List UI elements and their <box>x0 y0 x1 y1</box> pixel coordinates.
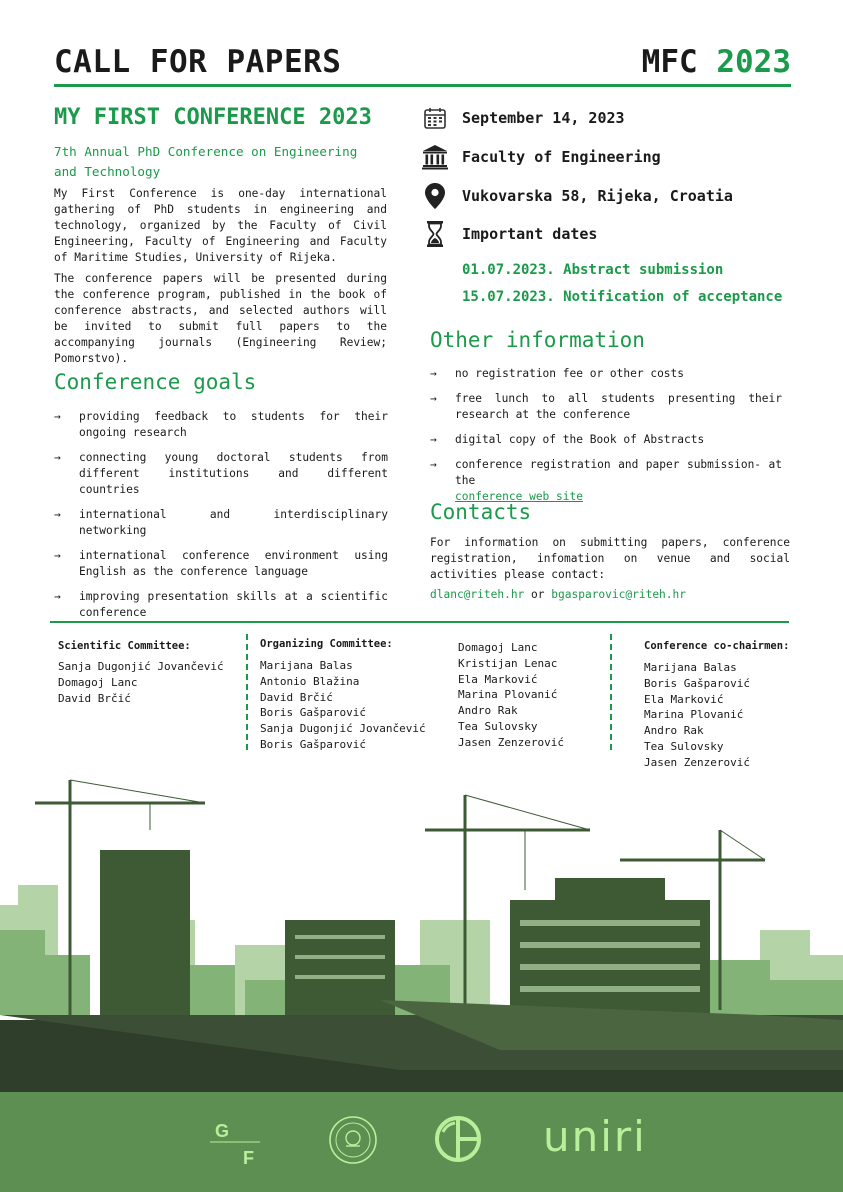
member-name: Marijana Balas <box>260 659 353 672</box>
member-name: Tea Sulovsky <box>644 739 724 753</box>
member-name: Marijana Balas <box>644 661 737 674</box>
arrow-right-icon: → <box>430 367 437 380</box>
contact-emails <box>430 588 686 601</box>
hourglass-icon <box>422 221 448 247</box>
list-item: → international conference environment using English as the conference language <box>54 549 388 578</box>
arrow-right-icon: → <box>430 433 437 446</box>
member-name: Antonio Blažina <box>260 674 360 688</box>
cochairmen-title: Conference co-chairmen: <box>644 640 790 652</box>
mfc-title <box>642 44 791 80</box>
member-name: Ela Marković <box>458 672 538 686</box>
member-name: David Brčić <box>260 690 333 704</box>
important-dates-label: Important dates <box>462 225 598 243</box>
member-name: Marina Plovanić <box>644 708 744 722</box>
organizing-committee-title: Organizing Committee: <box>260 638 393 650</box>
list-item: → conference registration and paper submission- at the conference web site <box>430 458 782 503</box>
list-item: → connecting young doctoral students from different institutions and different countries <box>54 451 388 496</box>
list-item: → no registration fee or other costs <box>430 367 685 380</box>
column-divider <box>246 634 248 750</box>
member-name: Sanja Dugonjić Jovančević <box>260 722 426 736</box>
address-row <box>422 181 733 211</box>
column-divider <box>610 634 612 750</box>
calendar-icon <box>422 105 448 131</box>
abstract-deadline: 01.07.2023. Abstract submission <box>462 262 724 278</box>
arrow-right-icon: → <box>54 590 61 603</box>
header-divider <box>54 84 791 87</box>
svg-text:G: G <box>215 1121 230 1141</box>
call-for-papers-title: CALL FOR PAPERS <box>54 44 342 80</box>
list-item: → improving presentation skills at a scientific conference <box>54 590 388 619</box>
location-pin-icon <box>422 183 448 209</box>
member-name: Domagoj Lanc <box>58 675 138 689</box>
cochairmen-list <box>644 660 750 771</box>
list-item: → digital copy of the Book of Abstracts <box>430 433 705 446</box>
arrow-right-icon: → <box>430 458 437 471</box>
footer-band <box>0 1092 843 1192</box>
scientific-committee-list <box>58 659 224 706</box>
member-name: Kristijan Lenac <box>458 656 558 670</box>
member-name: Jasen Zenzerović <box>644 755 750 769</box>
other-info-list <box>430 366 782 514</box>
list-item: → providing feedback to students for their ongoing research <box>54 410 388 439</box>
arrow-right-icon: → <box>54 410 61 423</box>
maritime-faculty-seal-logo <box>327 1114 379 1166</box>
intro-paragraph: My First Conference is one-day international gathering of PhD students in engineering and technology, organized by the Faculty of Civil Engineering, Faculty of Engineering and Faculty of Maritime Studies, University of Rijeka. <box>54 187 387 264</box>
venue-row <box>422 142 661 172</box>
goals-list <box>54 409 388 630</box>
conference-website-link[interactable]: conference web site <box>455 490 583 503</box>
engineering-faculty-logo <box>433 1114 483 1164</box>
member-name: Boris Gašparović <box>644 676 750 690</box>
gf-logo <box>205 1112 265 1172</box>
acceptance-deadline: 15.07.2023. Notification of acceptance <box>462 289 783 305</box>
member-name: Sanja Dugonjić Jovančević <box>58 660 224 673</box>
list-item: → international and interdisciplinary networking <box>54 508 388 537</box>
mfc-title-year: 2023 <box>716 44 791 80</box>
member-name: David Brčić <box>58 691 131 705</box>
member-name: Andro Rak <box>458 704 518 718</box>
other-info-heading: Other information <box>430 328 645 352</box>
member-name: Domagoj Lanc <box>458 641 538 654</box>
organizing-committee-list <box>260 658 426 753</box>
member-name: Marina Plovanić <box>458 688 558 702</box>
committees-divider <box>50 621 789 623</box>
svg-text:F: F <box>243 1148 254 1168</box>
conference-subtitle: 7th Annual PhD Conference on Engineering and Technology <box>54 144 358 179</box>
important-dates-row <box>422 219 598 249</box>
scientific-committee-title: Scientific Committee: <box>58 640 191 652</box>
member-name: Ela Marković <box>644 692 724 706</box>
conference-title: MY FIRST CONFERENCE 2023 <box>54 105 372 130</box>
building-icon <box>422 144 448 170</box>
member-name: Boris Gašparović <box>260 706 366 720</box>
contacts-text: For information on submitting papers, conference registration, infomation on venue and social activities please contact: <box>430 536 790 581</box>
event-date: September 14, 2023 <box>462 109 625 127</box>
date-row <box>422 103 625 133</box>
mfc-title-prefix: MFC <box>641 44 698 80</box>
papers-paragraph: The conference papers will be presented during the conference program, published in the book of conference abstracts, and selected authors will be invited to submit full papers to the accompanying journals (Engineering Review; Pomorstvo). <box>54 272 387 365</box>
member-name: Jasen Zenzerović <box>458 735 564 749</box>
email-link-dlanc[interactable]: dlanc@riteh.hr <box>430 588 525 601</box>
uniri-logo: uniri <box>543 1112 647 1161</box>
email-link-bgasparovic[interactable]: bgasparovic@riteh.hr <box>551 588 686 601</box>
member-name: Boris Gašparović <box>260 737 366 751</box>
email-joiner: or <box>531 588 545 601</box>
venue-address: Vukovarska 58, Rijeka, Croatia <box>462 187 733 205</box>
arrow-right-icon: → <box>54 508 61 521</box>
arrow-right-icon: → <box>54 549 61 562</box>
contacts-heading: Contacts <box>430 500 532 524</box>
organizing-committee-list-2 <box>458 640 564 751</box>
construction-skyline-illustration <box>0 770 843 1095</box>
venue-name: Faculty of Engineering <box>462 148 661 166</box>
member-name: Andro Rak <box>644 724 704 738</box>
list-item: → free lunch to all students presenting their research at the conference <box>430 392 782 421</box>
member-name: Tea Sulovsky <box>458 719 538 733</box>
arrow-right-icon: → <box>54 451 61 464</box>
goals-heading: Conference goals <box>54 370 257 394</box>
arrow-right-icon: → <box>430 392 437 405</box>
